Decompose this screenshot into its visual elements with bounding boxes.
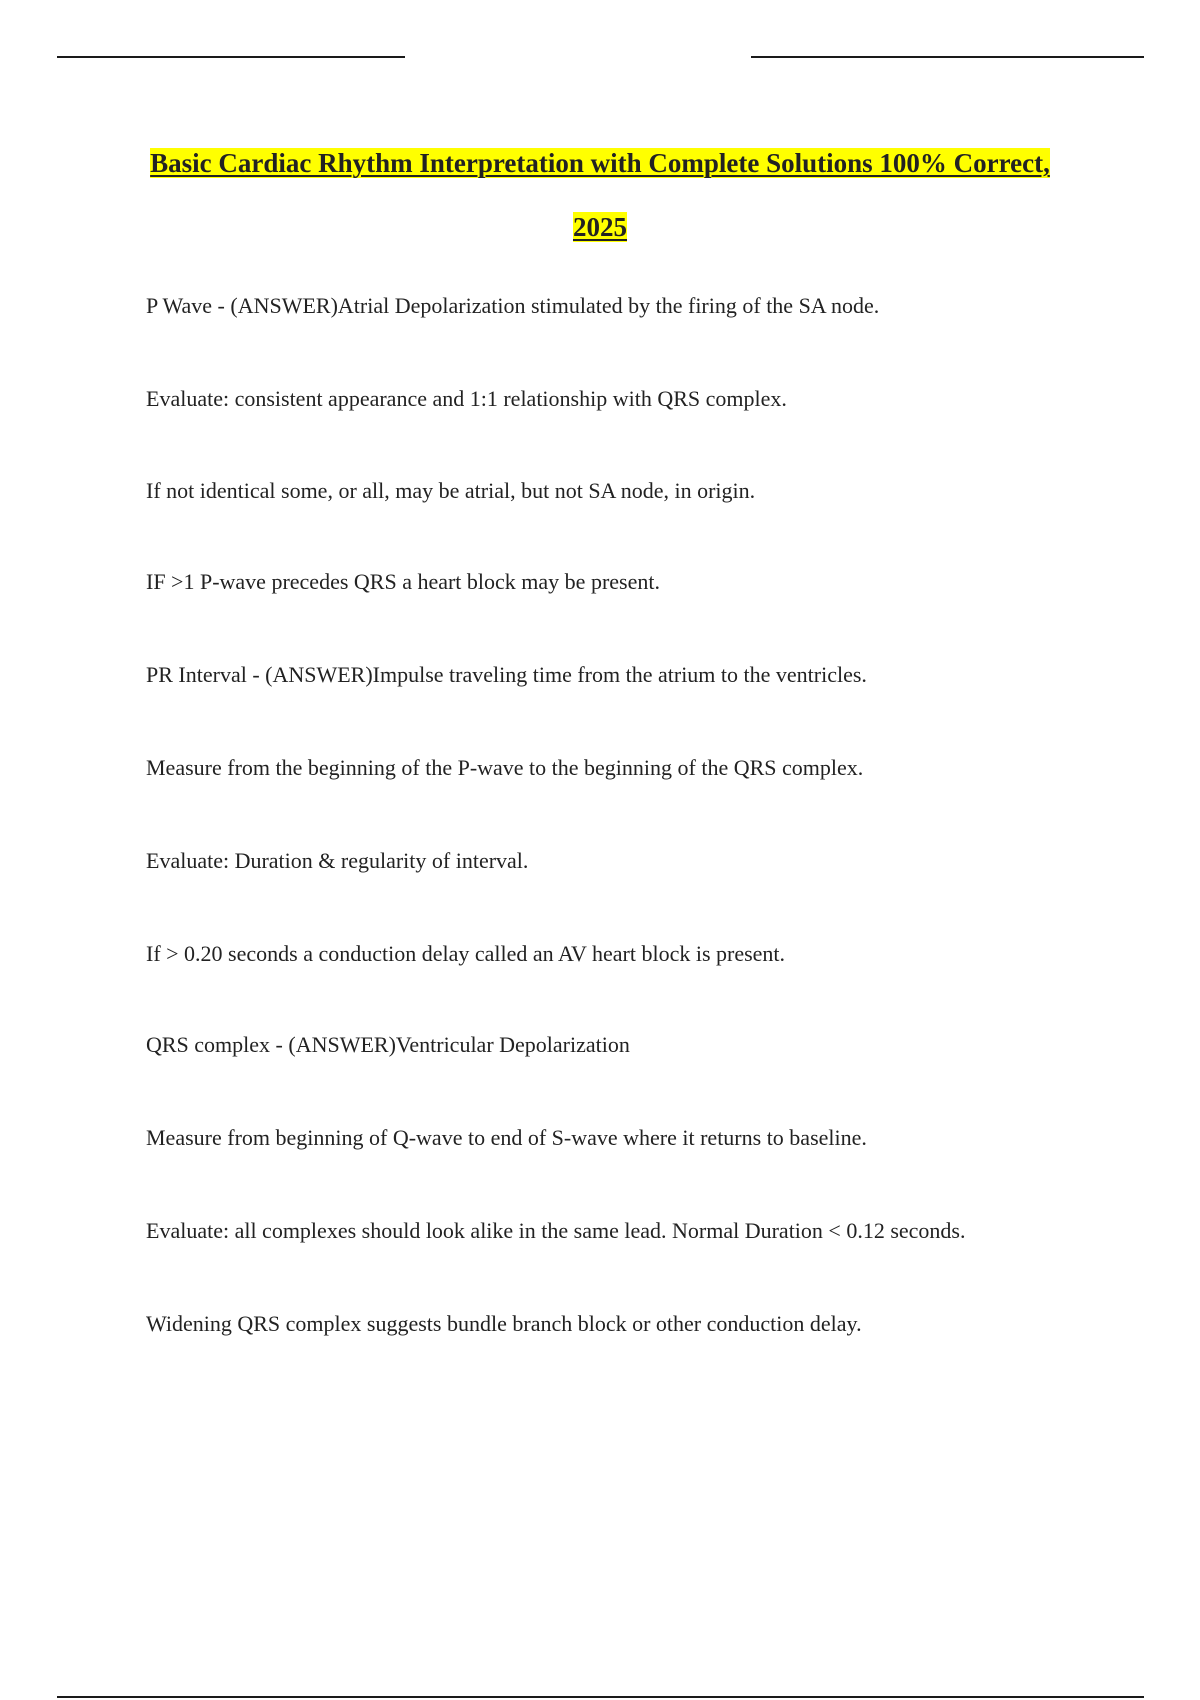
paragraph-pr-evaluate: Evaluate: Duration & regularity of interval. bbox=[146, 848, 529, 873]
document-title-text-2: 2025 bbox=[573, 212, 627, 242]
paragraph-qrs-complex: QRS complex - (ANSWER)Ventricular Depolarization bbox=[146, 1032, 630, 1057]
paragraph-qrs-measure: Measure from beginning of Q-wave to end of S-wave where it returns to baseline. bbox=[146, 1125, 867, 1150]
footer-rule bbox=[57, 1696, 1144, 1698]
paragraph-p-wave-origin: If not identical some, or all, may be atrial, but not SA node, in origin. bbox=[146, 478, 756, 503]
paragraph-p-wave-evaluate: Evaluate: consistent appearance and 1:1 relationship with QRS complex. bbox=[146, 386, 787, 411]
paragraph-pr-av-block: If > 0.20 seconds a conduction delay called an AV heart block is present. bbox=[146, 941, 786, 966]
document-title-line-2 bbox=[0, 210, 1200, 244]
paragraph-p-wave-heart-block: IF >1 P-wave precedes QRS a heart block may be present. bbox=[146, 569, 660, 594]
paragraph-pr-measure: Measure from the beginning of the P-wave to the beginning of the QRS complex. bbox=[146, 755, 864, 780]
document-title-line-1 bbox=[0, 146, 1200, 180]
document-title-text-1: Basic Cardiac Rhythm Interpretation with Complete Solutions 100% Correct, bbox=[150, 148, 1050, 178]
header-rule-right bbox=[751, 56, 1144, 58]
paragraph-p-wave: P Wave - (ANSWER)Atrial Depolarization stimulated by the firing of the SA node. bbox=[146, 293, 880, 318]
paragraph-qrs-evaluate: Evaluate: all complexes should look alike in the same lead. Normal Duration < 0.12 seconds. bbox=[146, 1218, 966, 1243]
paragraph-qrs-widening: Widening QRS complex suggests bundle branch block or other conduction delay. bbox=[146, 1311, 862, 1336]
paragraph-pr-interval: PR Interval - (ANSWER)Impulse traveling time from the atrium to the ventricles. bbox=[146, 662, 867, 687]
header-rule-left bbox=[57, 56, 405, 58]
